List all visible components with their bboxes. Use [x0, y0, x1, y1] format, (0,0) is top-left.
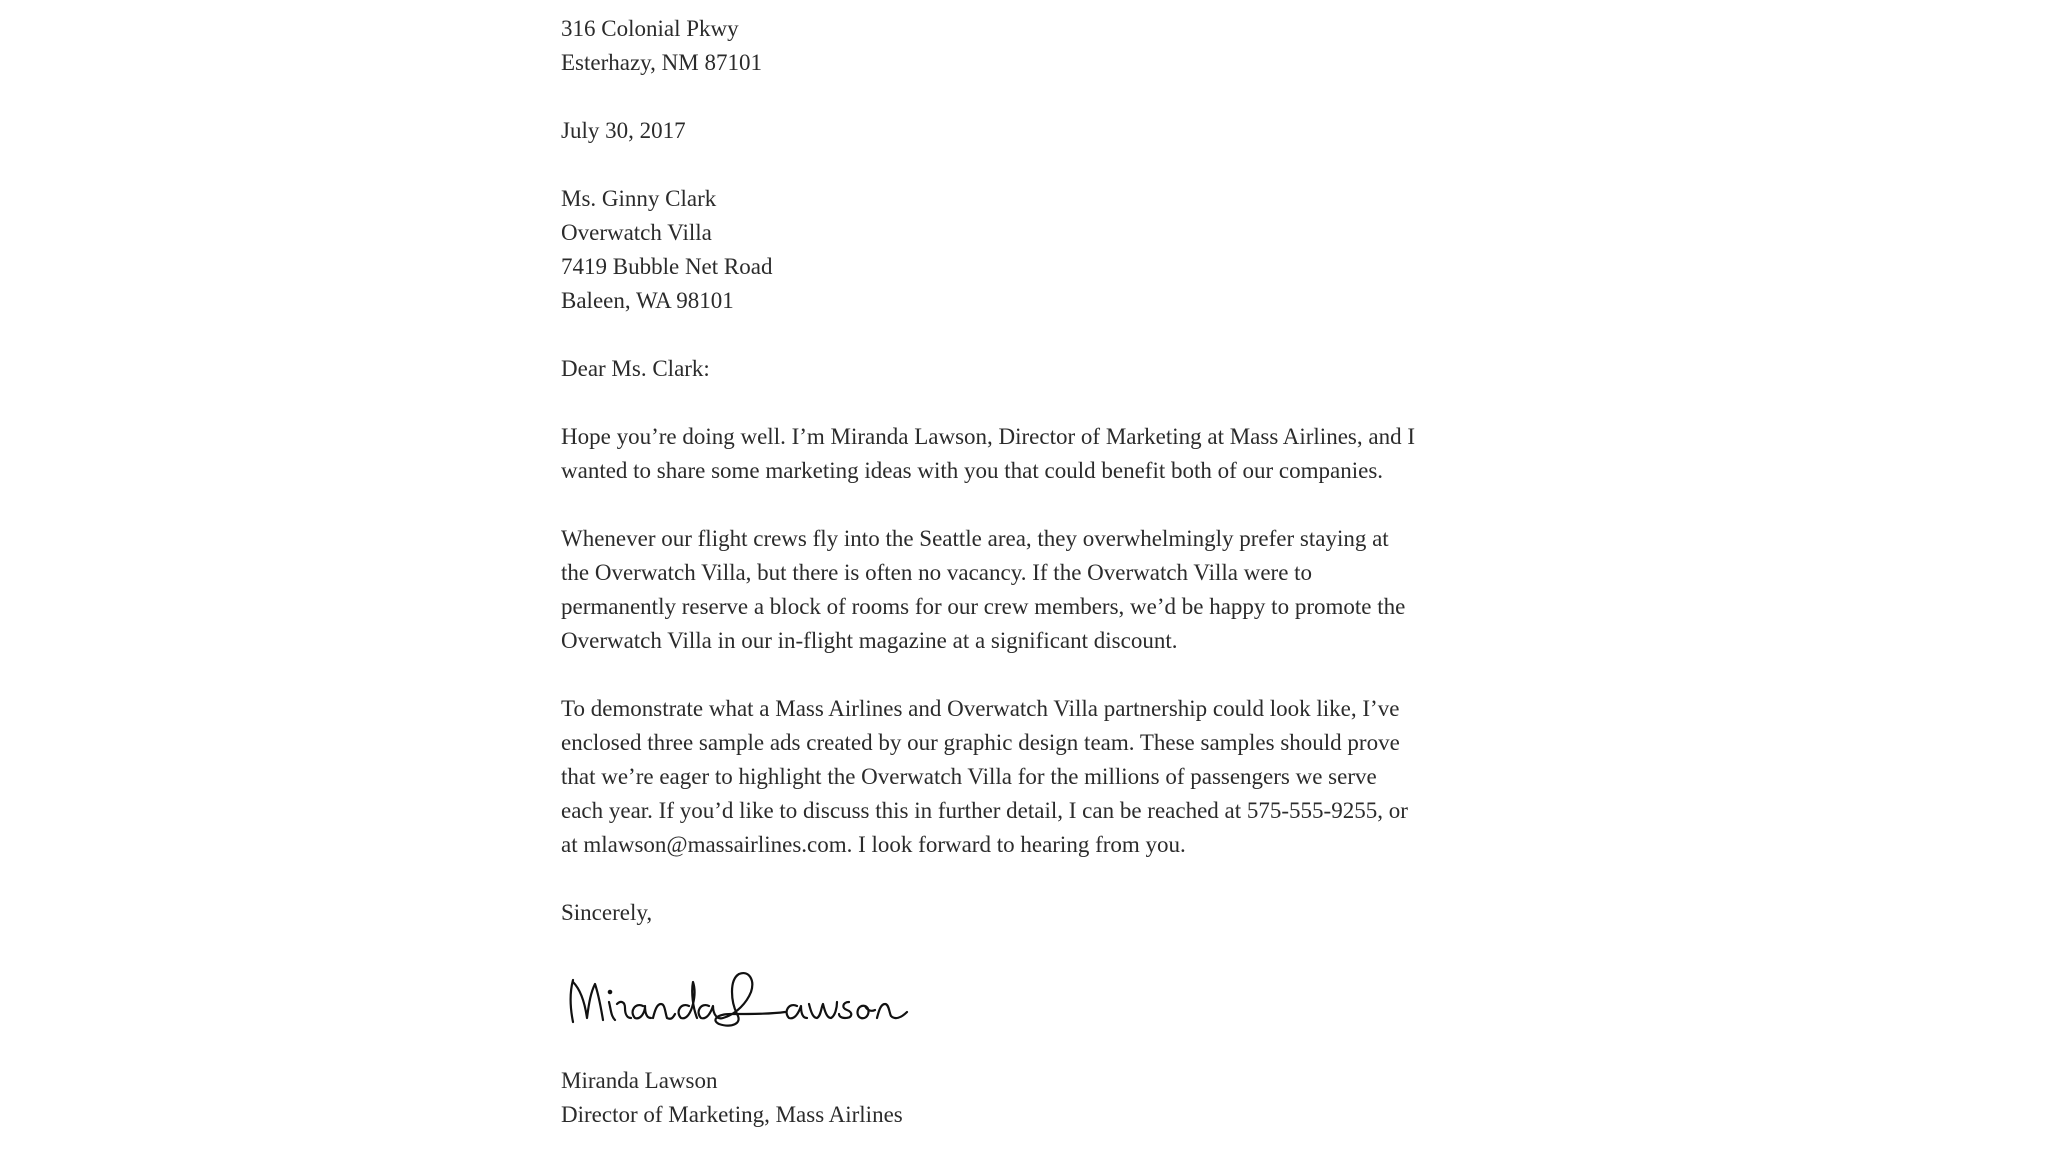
paragraph-line: each year. If you’d like to discuss this in further detail, I can be reached at 575-555-9255, or — [561, 798, 1408, 823]
sender-address-line1: 316 Colonial Pkwy — [561, 16, 739, 41]
paragraph-line: wanted to share some marketing ideas with you that could benefit both of our companies. — [561, 458, 1384, 483]
recipient-street: 7419 Bubble Net Road — [561, 254, 773, 279]
paragraph-line: enclosed three sample ads created by our graphic design team. These samples should prove — [561, 730, 1400, 755]
letter-date — [561, 114, 1541, 148]
paragraph-line: the Overwatch Villa, but there is often no vacancy. If the Overwatch Villa were to — [561, 560, 1313, 585]
paragraph-line: at mlawson@massairlines.com. I look forward to hearing from you. — [561, 832, 1186, 857]
date-text: July 30, 2017 — [561, 118, 686, 143]
signature-image — [561, 940, 941, 1040]
body-paragraph-1 — [561, 420, 1541, 488]
paragraph-line: To demonstrate what a Mass Airlines and Overwatch Villa partnership could look like, I’ve — [561, 696, 1400, 721]
paragraph-line: Hope you’re doing well. I’m Miranda Lawson, Director of Marketing at Mass Airlines, and I — [561, 424, 1415, 449]
paragraph-line: Overwatch Villa in our in-flight magazine at a significant discount. — [561, 628, 1178, 653]
body-paragraph-3 — [561, 692, 1541, 862]
business-letter — [561, 12, 1541, 1152]
recipient-city-state-zip: Baleen, WA 98101 — [561, 288, 734, 313]
closing — [561, 896, 1541, 930]
salutation-text: Dear Ms. Clark: — [561, 356, 710, 381]
signer-block — [561, 1064, 1541, 1132]
sender-address — [561, 12, 1541, 80]
body-paragraph-2 — [561, 522, 1541, 658]
signer-title: Director of Marketing, Mass Airlines — [561, 1102, 903, 1127]
closing-text: Sincerely, — [561, 900, 653, 925]
recipient-address — [561, 182, 1541, 318]
paragraph-line: that we’re eager to highlight the Overwatch Villa for the millions of passengers we serve — [561, 764, 1377, 789]
recipient-company: Overwatch Villa — [561, 220, 712, 245]
paragraph-line: Whenever our flight crews fly into the Seattle area, they overwhelmingly prefer staying at — [561, 526, 1389, 551]
recipient-name: Ms. Ginny Clark — [561, 186, 717, 211]
salutation — [561, 352, 1541, 386]
signer-name: Miranda Lawson — [561, 1068, 718, 1093]
handwritten-signature — [561, 940, 1541, 1040]
sender-address-line2: Esterhazy, NM 87101 — [561, 50, 762, 75]
paragraph-line: permanently reserve a block of rooms for our crew members, we’d be happy to promote the — [561, 594, 1406, 619]
